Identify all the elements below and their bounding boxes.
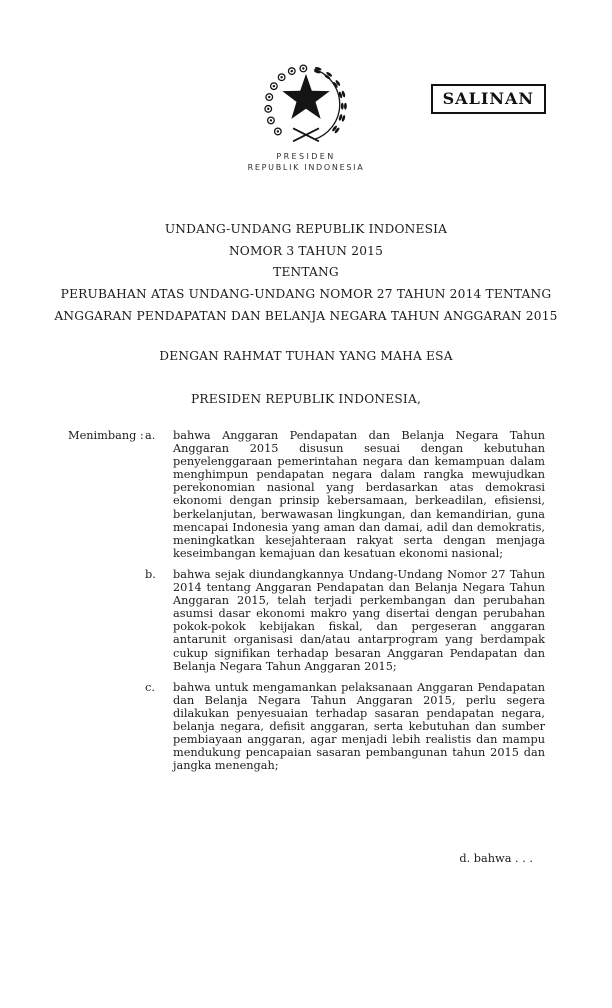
considering-item-b-marker: b.: [145, 567, 156, 581]
letterhead-republik-indonesia: REPUBLIK INDONESIA: [247, 163, 365, 172]
crossed-stems: [293, 128, 319, 141]
presidential-star-emblem-icon: [258, 60, 354, 149]
considering-item-a-text: bahwa Anggaran Pendapatan dan Belanja Negara Tahun Anggaran 2015 disusun sesuai dengan kebutuhan penyelenggaraan pemerintahan negara dan kemampuan dalam menghimpun pendapatan negara dalam rangka mewujudkan perekonomian nasional yang berdasarkan atas demokrasi ekonomi dengan prinsip kebersamaan, berkeadilan, efisiensi, berkelanjutan, berwawasan lingkungan, dan kemandirian, guna mencapai Indonesia yang aman dan damai, adil dan demokratis, meningkatkan kesejahteraan rakyat serta dengan menjaga keseimbangan kemajuan dan kesatuan ekonomi nasional;: [173, 429, 545, 560]
considering-section: [68, 429, 545, 772]
title-line-2: NOMOR 3 TAHUN 2015: [228, 243, 384, 258]
title-line-5: ANGGARAN PENDAPATAN DAN BELANJA NEGARA TAHUN ANGGARAN 2015: [54, 308, 558, 323]
catchword: d. bahwa . . .: [459, 852, 533, 865]
considering-item-c-text: bahwa untuk mengamankan pelaksanaan Anggaran Pendapatan dan Belanja Negara Tahun Anggaran 2015, perlu segera dilakukan penyesuaian terhadap sasaran pendapatan negara, belanja negara, defisit anggaran, serta kebutuhan dan sumber pembiayaan anggaran, agar menjadi lebih realistis dan mampu mendukung pencapaian sasaran pembangunan tahun 2015 dan jangka menengah;: [173, 680, 545, 773]
considering-label-spacer-c: [68, 681, 145, 773]
invocation-line: DENGAN RAHMAT TUHAN YANG MAHA ESA: [159, 349, 453, 363]
title-line-4: PERUBAHAN ATAS UNDANG-UNDANG NOMOR 27 TAHUN 2014 TENTANG: [60, 287, 552, 302]
letterhead: [0, 60, 612, 172]
considering-label: Menimbang :: [68, 429, 144, 442]
title-line-3: TENTANG: [273, 265, 339, 280]
authority-line: PRESIDEN REPUBLIK INDONESIA,: [190, 392, 422, 406]
considering-label-spacer-b: [68, 568, 145, 673]
considering-item-b-text: bahwa sejak diundangkannya Undang-Undang Nomor 27 Tahun 2014 tentang Anggaran Pendapatan dan Belanja Negara Tahun Anggaran 2015, telah terjadi perkembangan dan perubahan asumsi dasar ekonomi makro yang disertai dengan perubahan pokok-pokok kebijakan fiskal, dan pergeseran anggaran antarunit organisasi dan/atau antarprogram yang berdampak cukup signifikan terhadap besaran Anggaran Pendapatan dan Belanja Negara Tahun Anggaran 2015;: [173, 567, 545, 673]
title-line-1: UNDANG-UNDANG REPUBLIK INDONESIA: [164, 222, 448, 236]
document-title: [0, 219, 612, 328]
considering-item-a-marker: a.: [145, 429, 156, 442]
considering-item-c-marker: c.: [145, 680, 155, 694]
salinan-stamp-label: SALINAN: [442, 89, 534, 108]
letterhead-presiden: PRESIDEN: [276, 152, 336, 161]
